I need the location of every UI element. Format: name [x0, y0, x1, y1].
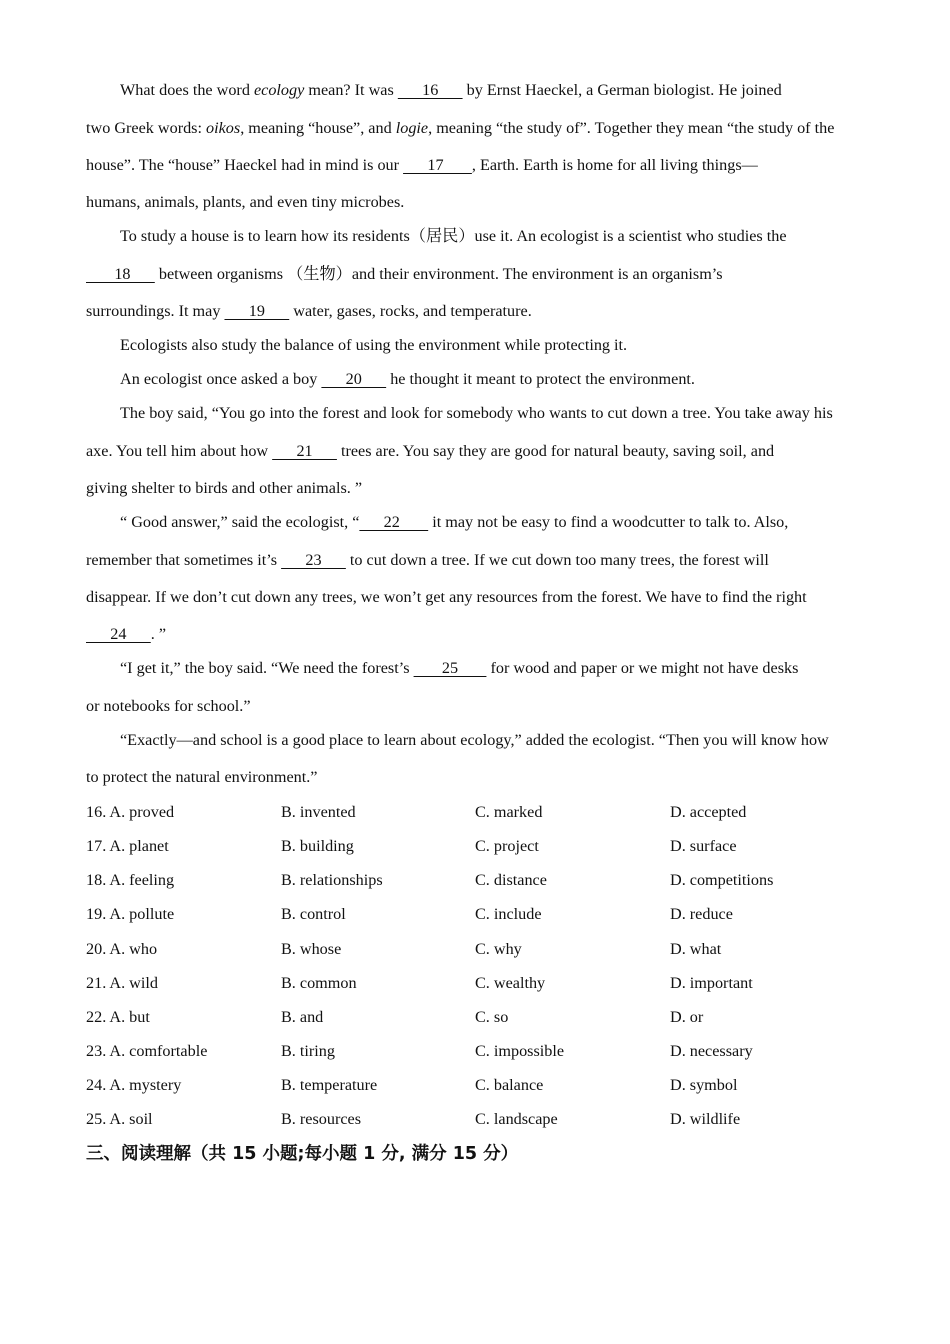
blank-25: 25 [413, 659, 487, 677]
passage-line: axe. You tell him about how 21 trees are. You say they are good for natural beauty, saving soil, and [86, 442, 775, 460]
option-d: D. or [670, 1008, 704, 1026]
blank-16: 16 [397, 81, 463, 99]
option-b: B. and [281, 1008, 324, 1026]
passage-line: “I get it,” the boy said. “We need the forest’s 25 for wood and paper or we might not have desks [120, 659, 799, 677]
option-a: 18. A. feeling [86, 871, 175, 889]
option-a: 23. A. comfortable [86, 1042, 208, 1060]
option-row [86, 1075, 876, 1095]
option-a: 22. A. but [86, 1008, 150, 1026]
passage-line: to protect the natural environment.” [86, 768, 318, 786]
option-c: C. distance [475, 871, 547, 889]
passage-line: giving shelter to birds and other animals. ” [86, 479, 363, 497]
option-d: D. wildlife [670, 1110, 741, 1128]
blank-17: 17 [403, 156, 472, 174]
passage-line: An ecologist once asked a boy 20 he thought it meant to protect the environment. [120, 370, 695, 388]
passage-line: two Greek words: oikos, meaning “house”, and logie, meaning “the study of”. Together they mean “the study of the [86, 119, 835, 137]
option-row [86, 973, 876, 993]
option-c: C. marked [475, 803, 543, 821]
blank-19: 19 [224, 302, 290, 320]
option-row [86, 904, 876, 924]
option-d: D. reduce [670, 905, 733, 923]
blank-22: 22 [359, 513, 429, 531]
option-a: 25. A. soil [86, 1110, 153, 1128]
option-c: C. so [475, 1008, 509, 1026]
blank-18: 18 [86, 265, 155, 283]
option-c: C. impossible [475, 1042, 565, 1060]
passage-line: “Exactly—and school is a good place to learn about ecology,” added the ecologist. “Then you will know how [120, 731, 829, 749]
option-a: 24. A. mystery [86, 1076, 182, 1094]
passage-line: humans, animals, plants, and even tiny microbes. [86, 193, 405, 211]
option-a: 17. A. planet [86, 837, 169, 855]
option-d: D. surface [670, 837, 737, 855]
passage-line: surroundings. It may 19 water, gases, rocks, and temperature. [86, 302, 532, 320]
passage-line: Ecologists also study the balance of using the environment while protecting it. [120, 336, 628, 354]
passage-line: What does the word ecology mean? It was 16 by Ernst Haeckel, a German biologist. He joined [120, 81, 782, 99]
passage-line: remember that sometimes it’s 23 to cut down a tree. If we cut down too many trees, the forest will [86, 551, 769, 569]
option-b: B. relationships [281, 871, 383, 889]
option-d: D. accepted [670, 803, 747, 821]
option-row [86, 1007, 876, 1027]
option-a: 19. A. pollute [86, 905, 175, 923]
passage-line: 24 . ” [86, 625, 167, 643]
passage-line: or notebooks for school.” [86, 697, 251, 715]
passage-line: house”. The “house” Haeckel had in mind is our 17 , Earth. Earth is home for all living things— [86, 156, 758, 174]
option-a: 20. A. who [86, 940, 158, 958]
option-row [86, 939, 876, 959]
option-c: C. include [475, 905, 542, 923]
option-a: 16. A. proved [86, 803, 175, 821]
blank-24: 24 [86, 625, 151, 643]
option-c: C. wealthy [475, 974, 546, 992]
option-c: C. landscape [475, 1110, 558, 1128]
option-row [86, 870, 876, 890]
passage-line: 18 between organisms （生物）and their environment. The environment is an organism’s [86, 265, 723, 283]
blank-21: 21 [272, 442, 337, 460]
option-d: D. important [670, 974, 753, 992]
option-b: B. whose [281, 940, 342, 958]
option-b: B. common [281, 974, 357, 992]
option-b: B. resources [281, 1110, 362, 1128]
option-c: C. balance [475, 1076, 544, 1094]
option-b: B. tiring [281, 1042, 335, 1060]
option-row [86, 802, 876, 822]
option-b: B. temperature [281, 1076, 378, 1094]
option-row [86, 836, 876, 856]
passage-line: To study a house is to learn how its residents（居民）use it. An ecologist is a scientist who studies the [120, 227, 787, 245]
blank-23: 23 [281, 551, 346, 569]
option-d: D. necessary [670, 1042, 753, 1060]
option-c: C. why [475, 940, 522, 958]
option-d: D. what [670, 940, 722, 958]
option-b: B. control [281, 905, 346, 923]
option-row [86, 1041, 876, 1061]
option-d: D. competitions [670, 871, 774, 889]
blank-20: 20 [321, 370, 387, 388]
option-a: 21. A. wild [86, 974, 158, 992]
option-b: B. invented [281, 803, 356, 821]
option-row [86, 1109, 876, 1129]
passage-line: The boy said, “You go into the forest and look for somebody who wants to cut down a tree. You take away his [120, 404, 833, 422]
passage-line: “ Good answer,” said the ecologist, “ 22 it may not be easy to find a woodcutter to talk to. Also, [120, 513, 789, 531]
option-d: D. symbol [670, 1076, 738, 1094]
passage-line: disappear. If we don’t cut down any trees, we won’t get any resources from the forest. We have to find the right [86, 588, 807, 606]
option-b: B. building [281, 837, 354, 855]
section-heading: 三、阅读理解（共 15 小题;每小题 1 分, 满分 15 分） [86, 1144, 519, 1164]
option-c: C. project [475, 837, 539, 855]
